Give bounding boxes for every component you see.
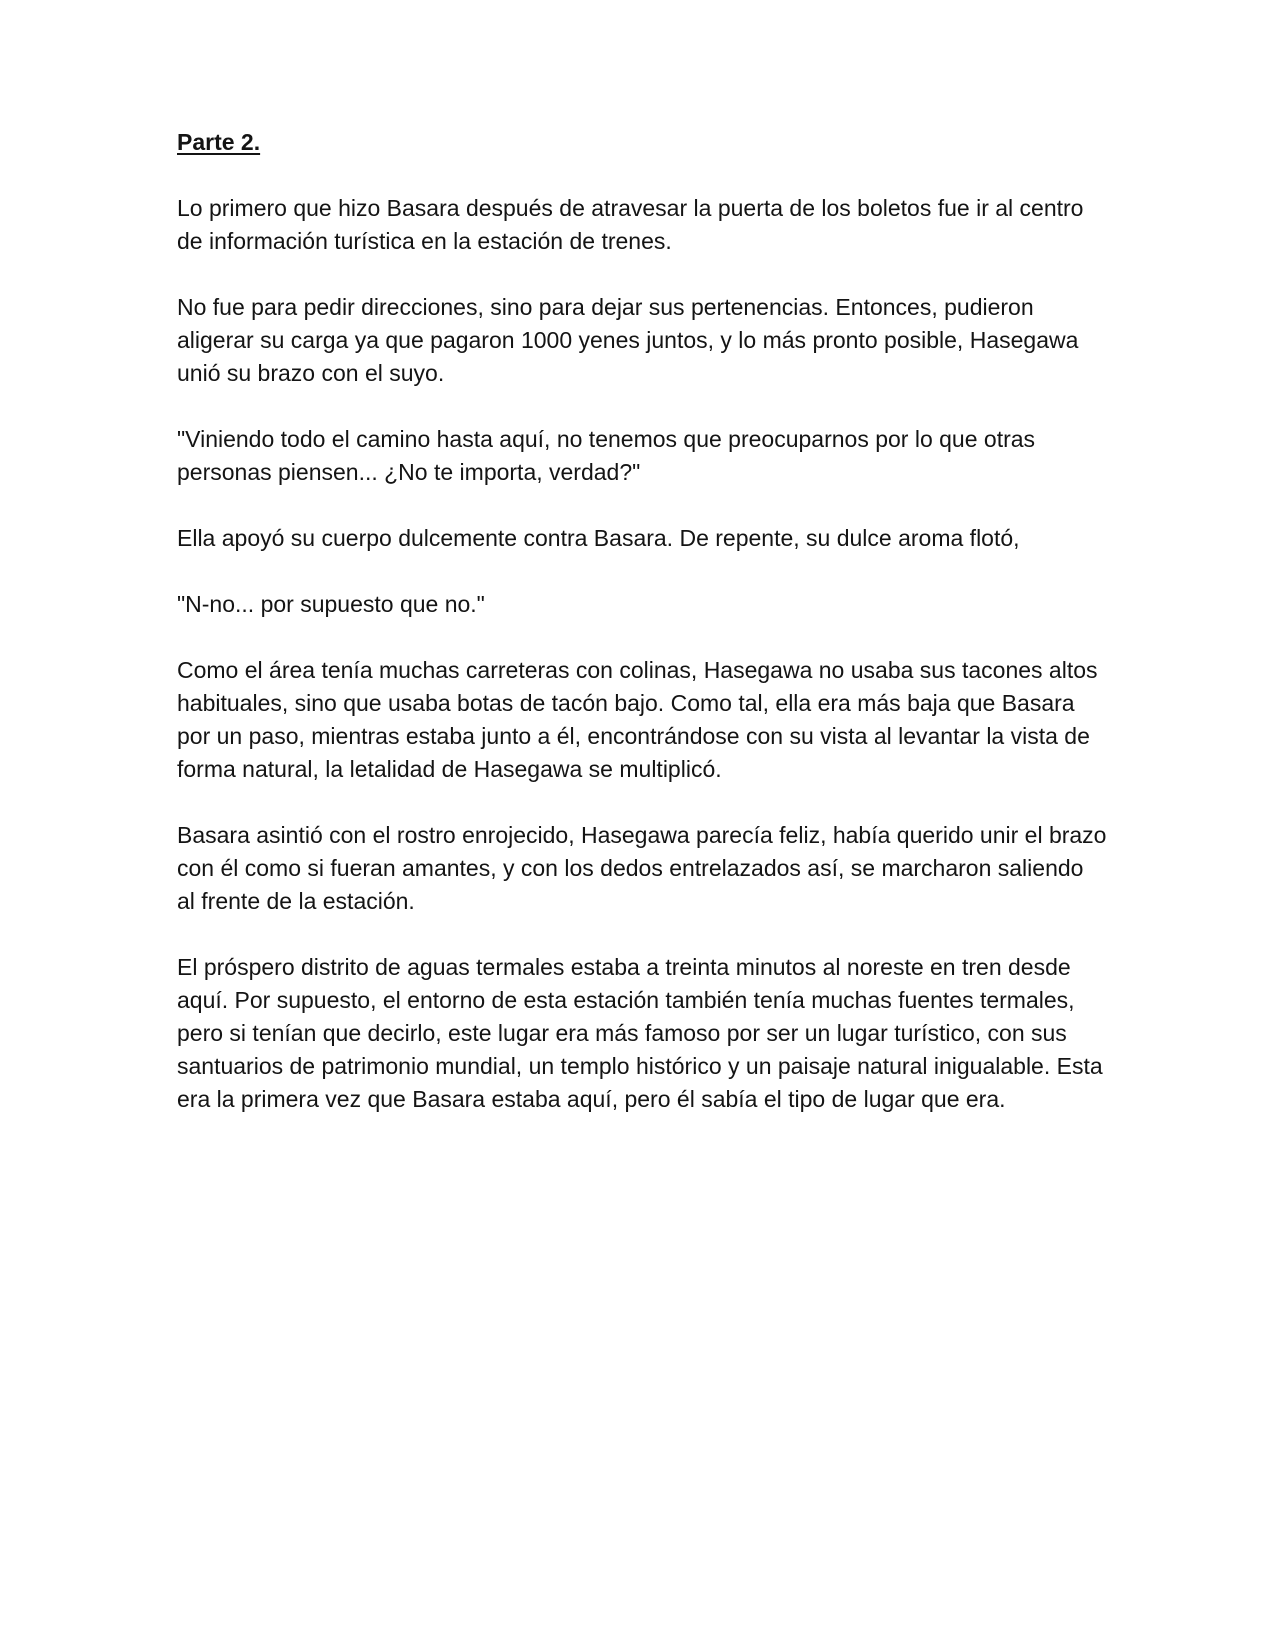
- paragraph-5: "N-no... por supuesto que no.": [177, 591, 485, 617]
- section-heading: Parte 2.: [177, 129, 261, 155]
- paragraph-2: No fue para pedir direcciones, sino para dejar sus pertenencias. Entonces, pudieron aligerar su carga ya que pagaron 1000 yenes juntos, y lo más pronto posible, Hasegawa unió su brazo con el suyo.: [177, 294, 1079, 386]
- paragraph-7: Basara asintió con el rostro enrojecido, Hasegawa parecía feliz, había querido unir el brazo con él como si fueran amantes, y con los dedos entrelazados así, se marcharon saliendo al frente de la estación.: [177, 822, 1107, 914]
- paragraph-4: Ella apoyó su cuerpo dulcemente contra Basara. De repente, su dulce aroma flotó,: [177, 525, 1020, 551]
- paragraph-6: Como el área tenía muchas carreteras con colinas, Hasegawa no usaba sus tacones altos habituales, sino que usaba botas de tacón bajo. Como tal, ella era más baja que Basara por un paso, mientras estaba junto a él, encontrándose con su vista al levantar la vista de forma natural, la letalidad de Hasegawa se multiplicó.: [177, 657, 1098, 782]
- paragraph-1: Lo primero que hizo Basara después de atravesar la puerta de los boletos fue ir al centro de información turística en la estación de trenes.: [177, 195, 1084, 254]
- paragraph-3: "Viniendo todo el camino hasta aquí, no tenemos que preocuparnos por lo que otras personas piensen... ¿No te importa, verdad?": [177, 426, 1036, 485]
- document-page: [177, 126, 1107, 1149]
- paragraph-8: El próspero distrito de aguas termales estaba a treinta minutos al noreste en tren desde aquí. Por supuesto, el entorno de esta estación también tenía muchas fuentes termales, pero si tenían que decirlo, este lugar era más famoso por ser un lugar turístico, con sus santuarios de patrimonio mundial, un templo histórico y un paisaje natural inigualable. Esta era la primera vez que Basara estaba aquí, pero él sabía el tipo de lugar que era.: [177, 954, 1103, 1112]
